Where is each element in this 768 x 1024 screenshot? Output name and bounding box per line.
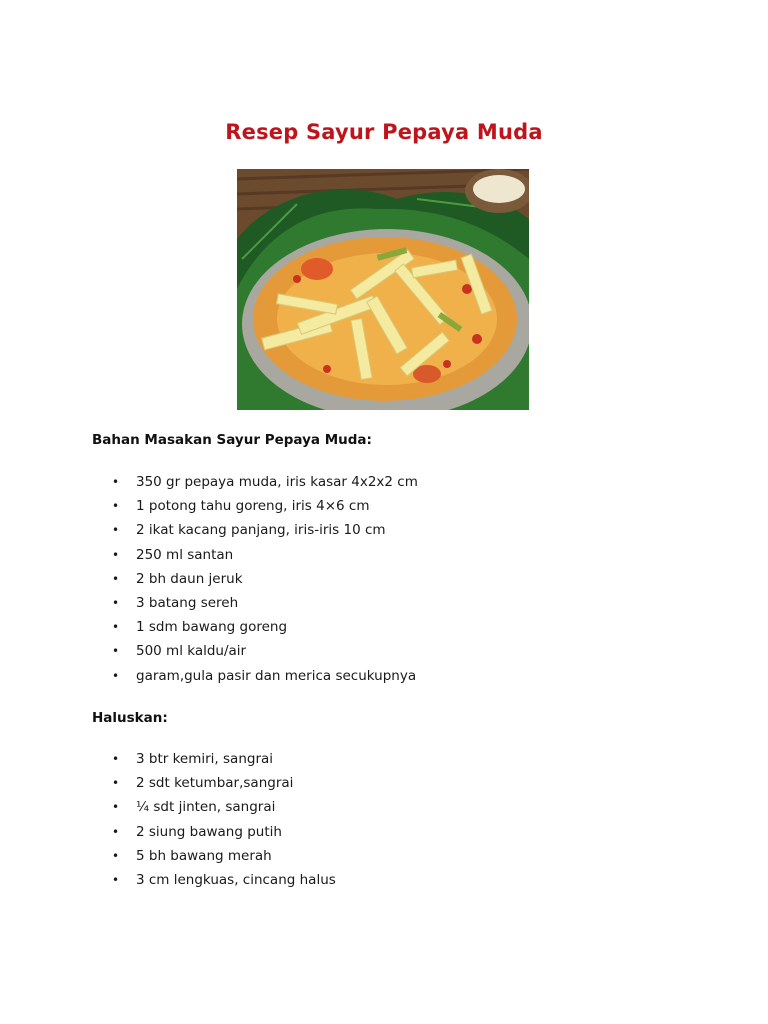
- list-item: • 3 btr kemiri, sangrai: [112, 747, 336, 771]
- bullet: •: [112, 752, 120, 766]
- list-item: • 500 ml kaldu/air: [112, 639, 418, 663]
- list-item: • 5 bh bawang merah: [112, 844, 336, 868]
- bullet: •: [112, 644, 120, 659]
- page-title: Resep Sayur Pepaya Muda: [225, 120, 543, 144]
- list-item: • 350 gr pepaya muda, iris kasar 4x2x2 cm: [112, 470, 418, 494]
- list-item: • 1 potong tahu goreng, iris 4×6 cm: [112, 494, 418, 518]
- bullet: •: [112, 848, 120, 863]
- bullet: •: [112, 547, 120, 562]
- bullet: •: [112, 800, 120, 815]
- list-item: • 2 ikat kacang panjang, iris-iris 10 cm: [112, 518, 418, 542]
- list-item: • 3 batang sereh: [112, 591, 418, 615]
- bullet: •: [112, 571, 120, 586]
- list-item: • ¼ sdt jinten, sangrai: [112, 795, 336, 819]
- list-item: • 1 sdm bawang goreng: [112, 615, 418, 639]
- list-item: • 2 bh daun jeruk: [112, 567, 418, 591]
- list-item: • 2 siung bawang putih: [112, 820, 336, 844]
- ingredient-list-bahan: [112, 470, 418, 688]
- section-heading-bahan: Bahan Masakan Sayur Pepaya Muda:: [92, 432, 372, 448]
- bullet: •: [112, 620, 120, 635]
- bullet: •: [112, 499, 120, 514]
- list-item: • 2 sdt ketumbar,sangrai: [112, 771, 336, 795]
- bullet: •: [112, 668, 120, 683]
- list-item: • 3 cm lengkuas, cincang halus: [112, 868, 336, 892]
- bullet: •: [112, 872, 120, 887]
- bullet: •: [112, 776, 120, 791]
- dish-photo: [237, 169, 529, 410]
- list-item: • garam,gula pasir dan merica secukupnya: [112, 664, 418, 688]
- bullet: •: [112, 595, 120, 610]
- ingredient-list-haluskan: [112, 747, 336, 892]
- list-item: • 250 ml santan: [112, 543, 418, 567]
- bullet: •: [112, 824, 120, 839]
- bullet: •: [112, 523, 120, 538]
- bullet: •: [112, 475, 120, 489]
- section-heading-haluskan: Haluskan:: [92, 710, 168, 726]
